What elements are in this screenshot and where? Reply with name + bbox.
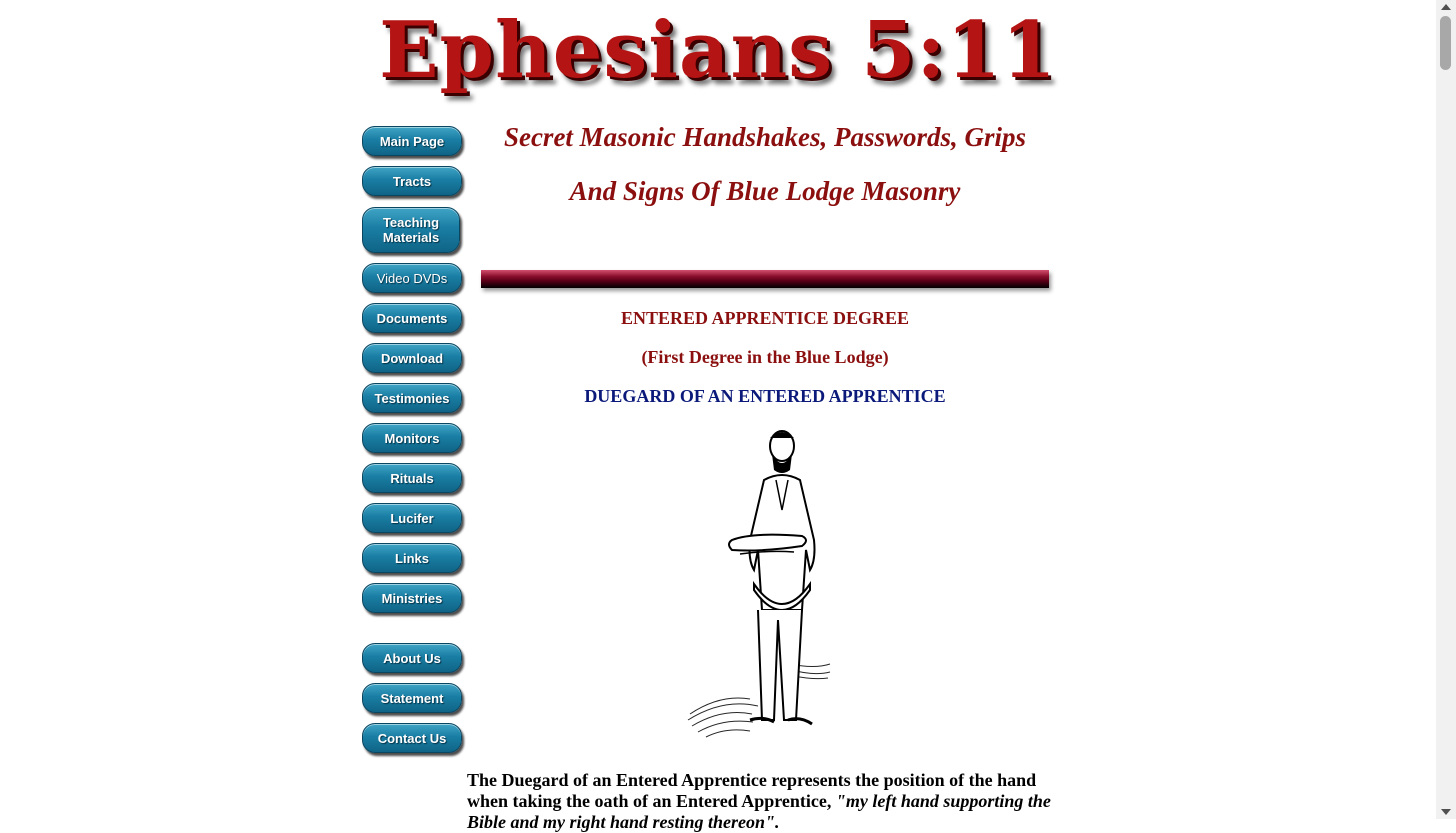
nav-lucifer-button[interactable]: Lucifer — [362, 503, 462, 533]
nav-contact-us-button[interactable]: Contact Us — [362, 723, 462, 753]
nav-statement-button[interactable]: Statement — [362, 683, 462, 713]
page-title-line2: And Signs Of Blue Lodge Masonry — [569, 176, 961, 206]
duegard-figure-illustration — [680, 424, 840, 754]
site-banner: Ephesians 5:11 — [379, 5, 1057, 96]
nav-download-button[interactable]: Download — [362, 343, 462, 373]
degree-subheading: (First Degree in the Blue Lodge) — [641, 347, 889, 367]
nav-teaching-materials-button[interactable]: Teaching Materials — [362, 207, 460, 253]
page-title-line1: Secret Masonic Handshakes, Passwords, Grips — [503, 122, 1027, 152]
nav-documents-button[interactable]: Documents — [362, 303, 462, 333]
description-paragraph — [467, 770, 1067, 833]
vertical-scrollbar[interactable] — [1436, 0, 1456, 819]
section-heading: DUEGARD OF AN ENTERED APPRENTICE — [584, 386, 946, 406]
description-quote: "my left hand supporting the Bible and my right hand resting thereon". — [467, 791, 1051, 832]
divider-bar — [481, 270, 1049, 288]
nav-testimonies-button[interactable]: Testimonies — [362, 383, 462, 413]
description-text: The Duegard of an Entered Apprentice represents the position of the hand when taking the oath of an Entered Apprentice, — [467, 770, 1037, 811]
degree-heading: ENTERED APPRENTICE DEGREE — [620, 308, 910, 328]
nav-rituals-button[interactable]: Rituals — [362, 463, 462, 493]
scroll-down-arrow-icon[interactable] — [1441, 809, 1451, 815]
nav-monitors-button[interactable]: Monitors — [362, 423, 462, 453]
nav-links-button[interactable]: Links — [362, 543, 462, 573]
nav-ministries-button[interactable]: Ministries — [362, 583, 462, 613]
nav-video-dvds-button[interactable]: Video DVDs — [362, 263, 462, 293]
nav-about-us-button[interactable]: About Us — [362, 643, 462, 673]
scrollbar-thumb[interactable] — [1440, 16, 1451, 70]
nav-tracts-button[interactable]: Tracts — [362, 166, 462, 196]
nav-main-page-button[interactable]: Main Page — [362, 126, 462, 156]
scroll-up-arrow-icon[interactable] — [1441, 4, 1451, 10]
